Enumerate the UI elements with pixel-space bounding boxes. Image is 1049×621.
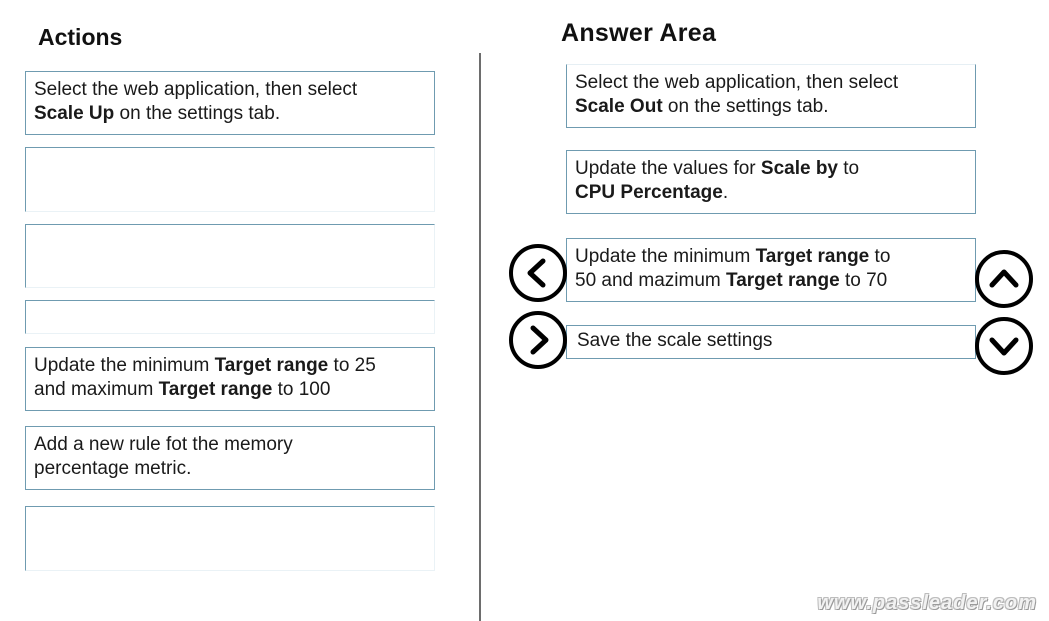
- action-slot-empty: [25, 506, 435, 571]
- move-left-button[interactable]: [509, 244, 567, 302]
- answer-item[interactable]: Update the values for Scale by to CPU Percentage.: [566, 150, 976, 214]
- chevron-down-icon: [987, 329, 1021, 363]
- action-item[interactable]: Add a new rule fot the memory percentage metric.: [25, 426, 435, 490]
- action-slot-empty: [25, 147, 435, 212]
- chevron-right-icon: [521, 323, 555, 357]
- watermark: www.passleader.com: [817, 592, 1037, 614]
- chevron-left-icon: [521, 256, 555, 290]
- move-down-button[interactable]: [975, 317, 1033, 375]
- action-item[interactable]: Update the minimum Target range to 25 and maximum Target range to 100: [25, 347, 435, 411]
- action-slot-empty: [25, 224, 435, 288]
- answer-area-heading: Answer Area: [561, 19, 717, 47]
- move-right-button[interactable]: [509, 311, 567, 369]
- action-slot-empty: [25, 300, 435, 334]
- move-up-button[interactable]: [975, 250, 1033, 308]
- answer-item[interactable]: Update the minimum Target range to 50 and mazimum Target range to 70: [566, 238, 976, 302]
- actions-heading: Actions: [38, 24, 123, 50]
- panel-divider: [479, 53, 481, 621]
- chevron-up-icon: [987, 262, 1021, 296]
- answer-item[interactable]: Select the web application, then select Scale Out on the settings tab.: [566, 64, 976, 128]
- action-item[interactable]: Select the web application, then select Scale Up on the settings tab.: [25, 71, 435, 135]
- answer-item[interactable]: Save the scale settings: [566, 325, 976, 359]
